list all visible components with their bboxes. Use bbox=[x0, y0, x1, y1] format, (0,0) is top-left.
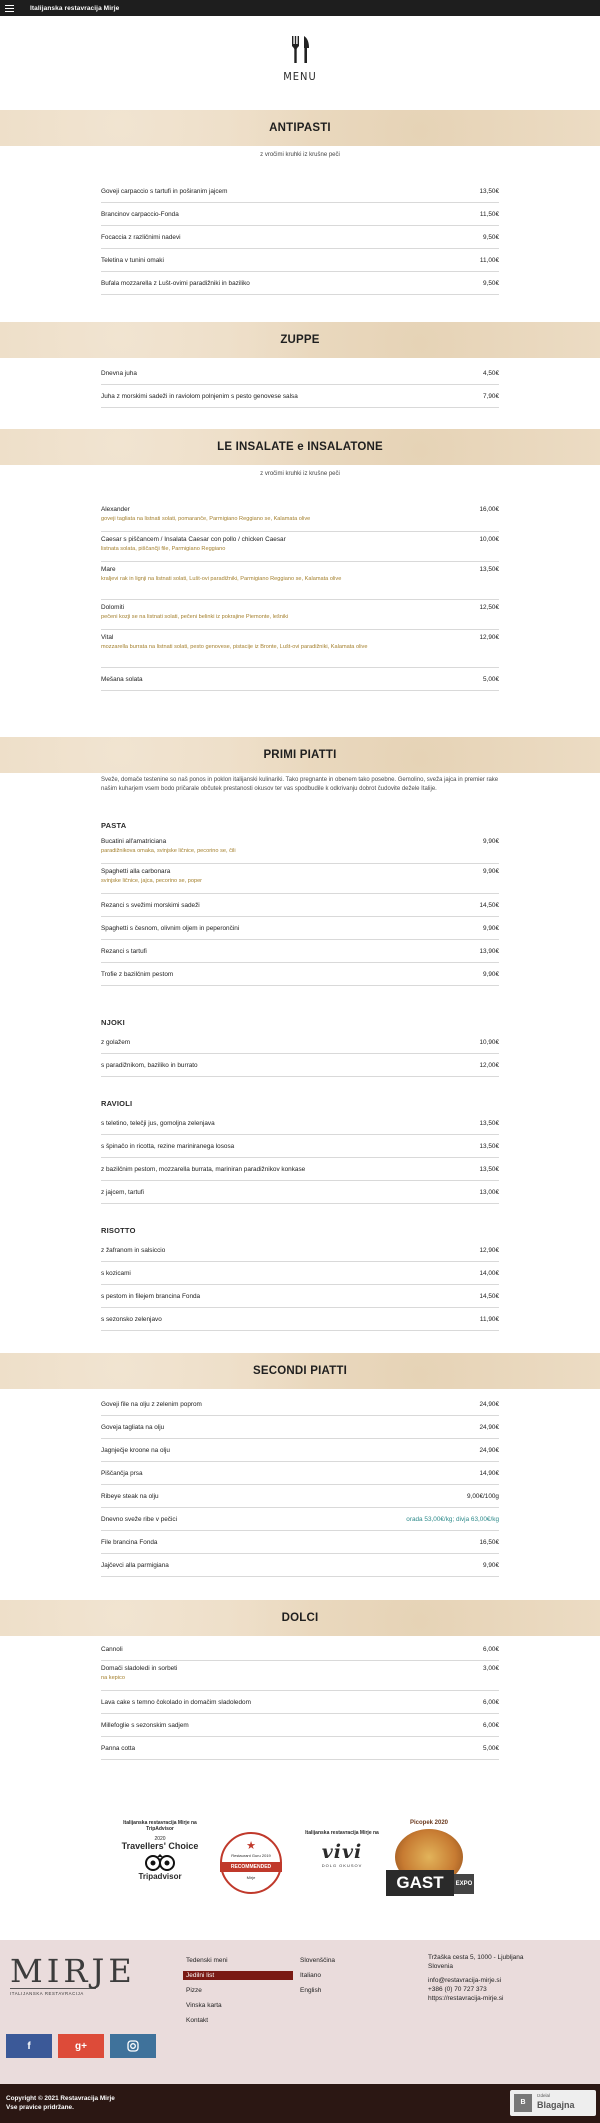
item-price: 9,50€ bbox=[483, 280, 499, 287]
ravioli-list bbox=[101, 1112, 499, 1204]
item-price: 11,90€ bbox=[479, 1316, 499, 1323]
section-title: ZUPPE bbox=[280, 334, 320, 346]
facebook-button[interactable] bbox=[6, 2034, 52, 2058]
item-name: s pestom in filejem brancina Fonda bbox=[101, 1293, 201, 1300]
dolci-list bbox=[101, 1638, 499, 1760]
menu-item bbox=[101, 1031, 499, 1054]
item-name: Spaghetti s česnom, olivnim oljem in peperončini bbox=[101, 925, 240, 932]
item-name: z bazilčnim pestom, mozzarella burrata, mariniran paradižnikov konkase bbox=[101, 1166, 306, 1173]
item-price: 24,90€ bbox=[479, 1424, 499, 1431]
menu-item bbox=[101, 532, 499, 562]
menu-item bbox=[101, 1737, 499, 1760]
pasta-heading: PASTA bbox=[101, 821, 127, 830]
item-name: z jajcem, tartufi bbox=[101, 1189, 144, 1196]
item-price: 11,00€ bbox=[479, 257, 499, 264]
item-description: mozzarella burrata na listnati solati, pesto genovese, pistacije iz Bronte, Lušt-ovi paradižniki, Kalamata olive bbox=[101, 644, 368, 650]
item-price: 9,90€ bbox=[483, 971, 499, 978]
item-name: Piščančja prsa bbox=[101, 1470, 143, 1477]
vivi-logo: vivi bbox=[321, 1841, 363, 1863]
risotto-list bbox=[101, 1239, 499, 1331]
website-link[interactable]: https://restavracija-mirje.si bbox=[428, 1995, 504, 2002]
item-name: s špinačo in ricotta, rezine mariniranega lososa bbox=[101, 1143, 235, 1150]
item-name: Caesar s piščancem / Insalata Caesar con pollo / chicken Caesar bbox=[101, 536, 286, 543]
item-price: 6,00€ bbox=[483, 1646, 499, 1653]
menu-item bbox=[101, 1158, 499, 1181]
item-price: 7,90€ bbox=[483, 393, 499, 400]
brand-subtitle: ITALIJANSKA RESTAVRACIJA bbox=[10, 1988, 96, 1996]
menu-item bbox=[101, 1135, 499, 1158]
item-name: Millefoglie s sezonskim sadjem bbox=[101, 1722, 189, 1729]
badge-top: Izdelal bbox=[537, 2093, 551, 2098]
guru-title: Restaurant Guru 2019 bbox=[231, 1853, 271, 1858]
menu-item bbox=[101, 1508, 499, 1531]
item-name: z golažem bbox=[101, 1039, 131, 1046]
menu-item bbox=[101, 180, 499, 203]
section-title: DOLCI bbox=[281, 1612, 319, 1624]
item-name: s paradižnikom, baziliko in burrato bbox=[101, 1062, 198, 1069]
item-price: 13,90€ bbox=[479, 948, 499, 955]
primi-band bbox=[0, 737, 600, 773]
item-name: s sezonsko zelenjavo bbox=[101, 1316, 162, 1323]
menu-item bbox=[101, 1439, 499, 1462]
menu-item bbox=[101, 1393, 499, 1416]
antipasti-band bbox=[0, 110, 600, 146]
item-price: 14,00€ bbox=[479, 1270, 499, 1277]
item-name: Trofie z bazilčnim pestom bbox=[101, 971, 174, 978]
item-name: Bucatini all'amatriciana bbox=[101, 838, 167, 845]
star-icon: ★ bbox=[246, 1840, 256, 1852]
menu-item bbox=[101, 1285, 499, 1308]
item-price: 14,50€ bbox=[479, 902, 499, 909]
insalate-list bbox=[101, 502, 499, 691]
item-price: 13,00€ bbox=[479, 1189, 499, 1196]
menu-item bbox=[101, 600, 499, 630]
item-description: paradižnikova omaka, svinjske ličnice, pecorino se, čili bbox=[101, 848, 236, 854]
item-name: Alexander bbox=[101, 506, 130, 513]
item-price: 6,00€ bbox=[483, 1722, 499, 1729]
menu-item bbox=[101, 963, 499, 986]
item-name: Ribeye steak na olju bbox=[101, 1493, 159, 1500]
item-price: 13,50€ bbox=[479, 188, 499, 195]
copyright-line: Copyright © 2021 Restavracija Mirje bbox=[6, 2095, 115, 2102]
item-description: svinjske ličnice, jajca, pecorino se, poper bbox=[101, 878, 203, 884]
menu-item bbox=[101, 1181, 499, 1204]
pasta-list bbox=[101, 834, 499, 986]
facebook-icon: f bbox=[27, 2040, 31, 2052]
primi-intro: Sveže, domače testenine so naš ponos in poklon italijanski kulinariki. Tako pregnante in obenem tako posebne. Gemolino, sveža jajca in premier rake našim kuharjem vsem bodo pričarale občutek prestanosti okusov ter vas spodbudile k odkrivanju dobrot čudovite dežele Italije. bbox=[101, 777, 499, 792]
menu-item bbox=[101, 502, 499, 532]
footer-link-vinska-karta[interactable]: Vinska karta bbox=[186, 2002, 222, 2009]
zuppe-band bbox=[0, 322, 600, 358]
footer-link-jedilni-list[interactable]: Jedilni list bbox=[183, 1971, 293, 1980]
item-name: Jagnječje kroone na olju bbox=[101, 1447, 170, 1454]
tripadvisor-owl-icon bbox=[143, 1854, 177, 1872]
item-description: pečeni kozji se na listnati solati, pečeni belinki iz pokrajine Piemonte, lešniki bbox=[101, 614, 289, 620]
hamburger-menu-icon[interactable] bbox=[0, 0, 16, 16]
awards-row bbox=[0, 1820, 600, 1920]
item-price: 13,50€ bbox=[479, 1166, 499, 1173]
item-name: z žafranom in salsiccio bbox=[101, 1247, 166, 1254]
menu-item bbox=[101, 385, 499, 408]
footer-link-kontakt[interactable]: Kontakt bbox=[186, 2017, 209, 2024]
menu-item bbox=[101, 1054, 499, 1077]
item-price: 12,00€ bbox=[479, 1062, 499, 1069]
phone-link[interactable]: +386 (0) 70 727 373 bbox=[428, 1986, 487, 1993]
footer-brand bbox=[10, 1952, 136, 1996]
tripadvisor-brand: Tripadvisor bbox=[138, 1872, 182, 1881]
menu-item bbox=[101, 940, 499, 963]
secondi-list bbox=[101, 1393, 499, 1577]
tripadvisor-heading: Italijanska restavracija Mirje na TripAdvisor bbox=[123, 1820, 197, 1832]
item-price: 14,50€ bbox=[479, 1293, 499, 1300]
footer-link-tedenski-meni[interactable]: Tedenski meni bbox=[186, 1957, 228, 1964]
item-name: Teletina v tunini omaki bbox=[101, 257, 164, 264]
section-title: SECONDI PIATTI bbox=[253, 1365, 347, 1377]
item-name: Dnevno sveže ribe v pečici bbox=[101, 1516, 178, 1523]
item-name: Goveja tagliata na olju bbox=[101, 1424, 165, 1431]
lang-slovenscina[interactable]: Slovenščina bbox=[300, 1957, 336, 1964]
menu-item bbox=[101, 272, 499, 295]
guru-sub: Mirje bbox=[246, 1875, 256, 1880]
item-name: Dnevna juha bbox=[101, 370, 137, 377]
item-price: 9,90€ bbox=[483, 1562, 499, 1569]
item-price: 4,50€ bbox=[483, 370, 499, 377]
brand-logo: MIRJE bbox=[10, 1952, 136, 1990]
footer-link-pizze[interactable]: Pizze bbox=[186, 1987, 202, 1994]
badge-brand: Blagajna bbox=[537, 2100, 575, 2110]
item-name: Rezanci s svežimi morskimi sadeži bbox=[101, 902, 200, 909]
item-price: 14,90€ bbox=[479, 1470, 499, 1477]
section-title: ANTIPASTI bbox=[269, 122, 331, 134]
item-price: 12,90€ bbox=[479, 1247, 499, 1254]
item-price: 9,90€ bbox=[483, 868, 499, 875]
item-name: Lava cake s temno čokolado in domačim sladoledom bbox=[101, 1699, 251, 1706]
menu-item bbox=[101, 1531, 499, 1554]
secondi-band bbox=[0, 1353, 600, 1389]
menu-item bbox=[101, 1308, 499, 1331]
blagajna-badge[interactable] bbox=[510, 2090, 596, 2116]
item-price: 13,50€ bbox=[479, 1143, 499, 1150]
item-price: 12,90€ bbox=[479, 634, 499, 641]
item-price: 24,90€ bbox=[479, 1447, 499, 1454]
item-price: 24,90€ bbox=[479, 1401, 499, 1408]
item-name: s kozicami bbox=[101, 1270, 131, 1277]
menu-item bbox=[101, 362, 499, 385]
google-plus-icon: g+ bbox=[75, 2040, 87, 2052]
risotto-heading: RISOTTO bbox=[101, 1226, 136, 1235]
menu-item bbox=[101, 1112, 499, 1135]
restaurant-guru-badge[interactable] bbox=[220, 1832, 282, 1894]
gast-expo-sub: EXPO bbox=[454, 1874, 474, 1894]
menu-item bbox=[101, 1262, 499, 1285]
menu-item bbox=[101, 226, 499, 249]
address-line-1: Tržaška cesta 5, 1000 - Ljubljana bbox=[428, 1954, 524, 1961]
menu-item bbox=[101, 630, 499, 668]
menu-item bbox=[101, 1416, 499, 1439]
site-title[interactable]: Italijanska restavracija Mirje bbox=[30, 4, 120, 12]
rights-line: Vse pravice pridržane. bbox=[6, 2104, 74, 2111]
section-title: LE INSALATE e INSALATONE bbox=[217, 441, 383, 453]
item-price: 6,00€ bbox=[483, 1699, 499, 1706]
vivi-heading: Italijanska restavracija Mirje na bbox=[305, 1830, 379, 1836]
menu-item bbox=[101, 1661, 499, 1691]
insalate-band bbox=[0, 429, 600, 465]
email-link[interactable]: info@restavracija-mirje.si bbox=[428, 1977, 502, 1984]
lang-english[interactable]: English bbox=[300, 1987, 322, 1994]
section-title: PRIMI PIATTI bbox=[263, 749, 337, 761]
gast-heading: Picopek 2020 bbox=[409, 1820, 449, 1826]
item-price: 11,50€ bbox=[479, 211, 499, 218]
section-subtitle: z vročimi kruhki iz krušne peči bbox=[260, 471, 340, 477]
menu-item bbox=[101, 917, 499, 940]
item-price: 9,00€/100g bbox=[467, 1493, 499, 1500]
item-price: 5,00€ bbox=[483, 1745, 499, 1752]
gast-expo-badge[interactable] bbox=[382, 1820, 476, 1906]
fork-knife-icon bbox=[289, 36, 311, 64]
menu-item bbox=[101, 1462, 499, 1485]
zuppe-list bbox=[101, 362, 499, 408]
google-plus-button[interactable] bbox=[58, 2034, 104, 2058]
menu-item bbox=[101, 1714, 499, 1737]
vivi-badge[interactable] bbox=[302, 1830, 382, 1868]
menu-item bbox=[101, 1485, 499, 1508]
tripadvisor-year: 2020 bbox=[154, 1836, 166, 1842]
item-name: Panna cotta bbox=[101, 1745, 136, 1752]
lang-italiano[interactable]: Italiano bbox=[300, 1972, 321, 1979]
ravioli-heading: RAVIOLI bbox=[101, 1099, 133, 1108]
menu-item bbox=[101, 1638, 499, 1661]
njoki-list bbox=[101, 1031, 499, 1077]
item-price: 9,90€ bbox=[483, 925, 499, 932]
address-line-2: Slovenia bbox=[428, 1963, 453, 1970]
section-subtitle: z vročimi kruhki iz krušne peči bbox=[260, 152, 340, 158]
vivi-sub: DOLG OKUSOV bbox=[321, 1863, 363, 1868]
item-name: Rezanci s tartufi bbox=[101, 948, 147, 955]
item-price: 10,90€ bbox=[479, 1039, 499, 1046]
item-name: Dolomiti bbox=[101, 604, 125, 611]
item-name: File brancina Fonda bbox=[101, 1539, 158, 1546]
item-name: Jajčevci alla parmigiana bbox=[101, 1562, 169, 1569]
item-name: Spaghetti alla carbonara bbox=[101, 868, 171, 875]
item-price: 3,00€ bbox=[483, 1665, 499, 1672]
dolci-band bbox=[0, 1600, 600, 1636]
top-bar bbox=[0, 0, 600, 16]
item-name: Focaccia z različnimi nadevi bbox=[101, 234, 181, 241]
footer bbox=[0, 1940, 600, 2084]
item-price: 16,00€ bbox=[479, 506, 499, 513]
item-name: Bufala mozzarella z Lušt-ovimi paradižniki in baziliko bbox=[101, 280, 250, 287]
menu-item bbox=[101, 1691, 499, 1714]
menu-item bbox=[101, 562, 499, 600]
item-description: goveji tagliata na listnati solati, pomaranče, Parmigiano Reggiano se, Kalamata olive bbox=[101, 516, 311, 522]
menu-item bbox=[101, 203, 499, 226]
item-name: Brancinov carpaccio-Fonda bbox=[101, 211, 179, 218]
guru-band: RECOMMENDED bbox=[220, 1862, 282, 1872]
item-name: Domači sladoledi in sorbeti bbox=[101, 1665, 178, 1672]
instagram-icon bbox=[127, 2040, 139, 2052]
item-price: 13,50€ bbox=[479, 566, 499, 573]
blagajna-logo-icon: B bbox=[514, 2094, 532, 2112]
item-price: 10,00€ bbox=[479, 536, 499, 543]
item-price: 12,50€ bbox=[479, 604, 499, 611]
footer-contact bbox=[428, 1953, 524, 2003]
item-name: Vital bbox=[101, 634, 114, 641]
item-name: Goveji carpaccio s tartufi in poširanim jajcem bbox=[101, 188, 228, 195]
menu-item bbox=[101, 1239, 499, 1262]
item-price: 16,50€ bbox=[479, 1539, 499, 1546]
item-name: Goveji file na olju z zelenim poprom bbox=[101, 1401, 202, 1408]
tripadvisor-award: Travellers' Choice bbox=[121, 1841, 199, 1851]
item-price: orada 53,00€/kg; divja 63,00€/kg bbox=[406, 1516, 499, 1523]
tripadvisor-badge[interactable] bbox=[120, 1820, 200, 1881]
item-description: kraljevi rak in lignji na listnati solati, Lušt-ovi paradižniki, Parmigiano Reggiano se, Kalamata olive bbox=[101, 576, 342, 582]
item-name: Mare bbox=[101, 566, 116, 573]
item-name: s teletino, telečji jus, gomoljna zelenjava bbox=[101, 1120, 215, 1127]
item-name: Juha z morskimi sadeži in raviolom polnjenim s pesto genovese salsa bbox=[101, 393, 298, 400]
item-name: Mešana solata bbox=[101, 676, 143, 683]
item-price: 9,90€ bbox=[483, 838, 499, 845]
item-description: na kepico bbox=[101, 1675, 125, 1681]
menu-item bbox=[101, 834, 499, 864]
menu-item bbox=[101, 1554, 499, 1577]
item-price: 9,50€ bbox=[483, 234, 499, 241]
menu-title: MENU bbox=[283, 70, 317, 83]
menu-item bbox=[101, 668, 499, 691]
menu-item bbox=[101, 864, 499, 894]
item-description: listnata solata, piščančji file, Parmigiano Reggiano bbox=[101, 546, 226, 552]
menu-item bbox=[101, 249, 499, 272]
gast-logo: GAST bbox=[386, 1870, 454, 1896]
copyright bbox=[6, 2094, 115, 2112]
item-price: 5,00€ bbox=[483, 676, 499, 683]
item-price: 13,50€ bbox=[479, 1120, 499, 1127]
menu-hero bbox=[0, 36, 600, 83]
instagram-button[interactable] bbox=[110, 2034, 156, 2058]
item-name: Cannoli bbox=[101, 1646, 123, 1653]
copyright-bar bbox=[0, 2084, 600, 2123]
menu-item bbox=[101, 894, 499, 917]
njoki-heading: NJOKI bbox=[101, 1018, 125, 1027]
antipasti-list bbox=[101, 180, 499, 295]
